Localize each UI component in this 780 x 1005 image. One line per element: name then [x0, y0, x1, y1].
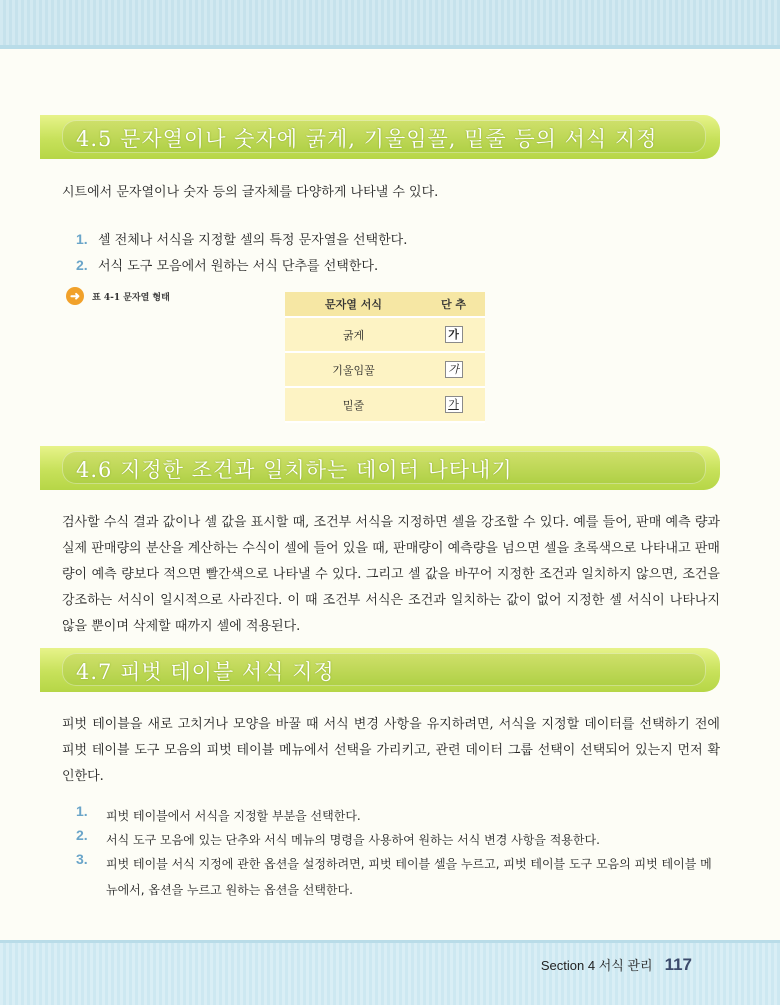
section-4-6-header [40, 446, 720, 490]
step-number: 1. [76, 231, 88, 247]
s47-step-1 [76, 803, 716, 829]
string-format-table [285, 292, 485, 423]
underline-icon: 가 [445, 396, 463, 413]
s45-step-1 [76, 229, 407, 248]
table-row [285, 388, 485, 423]
footer-section-label: Section 4 서식 관리 [540, 958, 653, 973]
arrow-right-icon: ➜ [66, 287, 84, 305]
top-rule [0, 45, 780, 49]
section-4-7-title: 4.7 피벗 테이블 서식 지정 [76, 660, 335, 684]
table-cell-glyph [422, 388, 485, 423]
step-text: 셀 전체나 서식을 지정할 셀의 특정 문자열을 선택한다. [98, 233, 408, 248]
table-row [285, 318, 485, 353]
table-header-row [285, 292, 485, 318]
table-cell-label: 기울임꼴 [285, 353, 422, 388]
section-4-7-body: 피벗 테이블을 새로 고치거나 모양을 바꿀 때 서식 변경 사항을 유지하려면, 서식을 지정할 데이터를 선택하기 전에 피벗 테이블 도구 모음의 피벗 테이블 메뉴에서 선택을 가리키고, 관련 데이터 그룹 선택이 선택되어 있는지 먼저 확인한다. [62, 717, 720, 784]
table-caption [66, 287, 170, 305]
table-header-format: 문자열 서식 [285, 292, 422, 318]
section-4-6-body: 검사할 수식 결과 값이나 셀 값을 표시할 때, 조건부 서식을 지정하면 셀을 강조할 수 있다. 예를 들어, 판매 예측 량과 실제 판매량의 분산을 계산하는 수식이 셀에 들어 있을 때, 판매량이 예측량을 넘으면 셀을 초록색으로 나타내고 판매량이 예측 량보다 적으면 빨간색으로 나타낼 수 있다. 그리고 셀 값을 바꾸어 지정한 조건과 일치하지 않으면, 조건을 강조하는 서식이 일시적으로 사라진다. 이 때 조건부 서식은 조건과 일치하는 값이 없어 지정한 셀 서식이 나타나지 않을 뿐이며 삭제할 때까지 셀에 적용된다. [62, 515, 720, 634]
table-cell-label: 밑줄 [285, 388, 422, 423]
bottom-rule [0, 940, 780, 943]
s47-step-3 [76, 851, 716, 903]
s45-step-2 [76, 255, 378, 274]
top-decorative-band [0, 0, 780, 45]
table-cell-glyph [422, 353, 485, 388]
section-4-5-title: 4.5 문자열이나 숫자에 굵게, 기울임꼴, 밑줄 등의 서식 지정 [76, 127, 658, 151]
page-footer [541, 955, 692, 975]
step-number: 3. [76, 851, 88, 867]
s47-step-2 [76, 827, 716, 853]
step-number: 1. [76, 803, 88, 819]
step-text: 서식 도구 모음에서 원하는 서식 단추를 선택한다. [98, 259, 379, 274]
italic-icon: 가 [445, 361, 463, 378]
table-cell-glyph [422, 318, 485, 353]
step-text: 피벗 테이블 서식 지정에 관한 옵션을 설정하려면, 피벗 테이블 셀을 누르고, 피벗 테이블 도구 모음의 피벗 테이블 메뉴에서, 옵션을 누르고 원하는 옵션을 선택한다. [106, 857, 712, 897]
step-text: 서식 도구 모음에 있는 단추와 서식 메뉴의 명령을 사용하여 원하는 서식 변경 사항을 적용한다. [106, 833, 600, 847]
page-number: 117 [664, 955, 692, 974]
section-4-7-header [40, 648, 720, 692]
section-4-5-header [40, 115, 720, 159]
table-header-button: 단 추 [422, 292, 485, 318]
section-4-6-title: 4.6 지정한 조건과 일치하는 데이터 나타내기 [76, 458, 513, 482]
table-caption-text: 표 4-1 문자열 형태 [92, 292, 170, 303]
table-cell-label: 굵게 [285, 318, 422, 353]
table-row [285, 353, 485, 388]
step-text: 피벗 테이블에서 서식을 지정할 부분을 선택한다. [106, 809, 361, 823]
step-number: 2. [76, 827, 88, 843]
section-4-5-intro: 시트에서 문자열이나 숫자 등의 글자체를 다양하게 나타낼 수 있다. [62, 185, 439, 200]
step-number: 2. [76, 257, 88, 273]
bold-icon: 가 [445, 326, 463, 343]
